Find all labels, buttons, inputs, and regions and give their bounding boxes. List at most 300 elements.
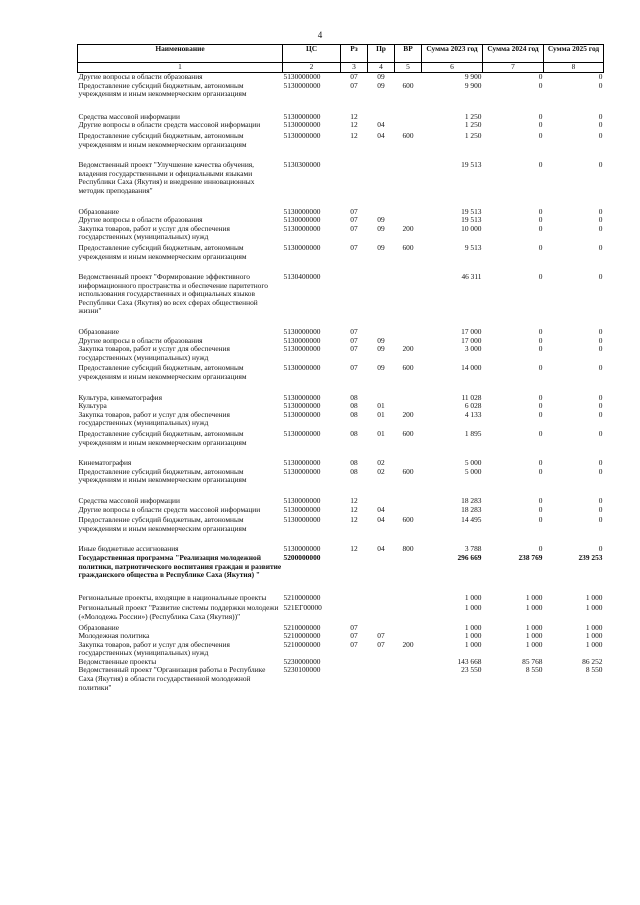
row-cs: 5130000000 — [283, 215, 321, 225]
row-pr — [368, 161, 395, 195]
row-name: Культура, кинематография — [78, 392, 162, 402]
row-cs: 5130000000 — [283, 223, 321, 233]
table-row — [78, 468, 604, 485]
row-rz: 07 — [350, 80, 358, 90]
row-rz — [341, 604, 368, 621]
page-number: 4 — [317, 30, 323, 40]
row-sum-2024: 0 — [538, 223, 543, 233]
row-sum-2025: 0 — [598, 215, 603, 225]
row-sum-2024: 1 000 — [525, 631, 543, 641]
table-row — [78, 121, 604, 130]
row-sum-2024: 0 — [538, 515, 543, 525]
table-row — [78, 554, 604, 580]
row-sum-2023: 143 668 — [457, 656, 482, 666]
row-sum-2023: 5 000 — [464, 458, 482, 468]
row-sum-2025: 0 — [598, 363, 603, 373]
row-pr: 09 — [377, 344, 385, 354]
table-row — [78, 364, 604, 381]
row-sum-2024: 0 — [538, 504, 543, 514]
row-sum-2024: 1 000 — [525, 622, 543, 632]
row-cs: 521EГ00000 — [283, 603, 322, 613]
row-cs: 5130000000 — [283, 429, 321, 438]
row-cs: 5130300000 — [283, 160, 321, 170]
row-cs: 5130000000 — [283, 495, 321, 505]
row-sum-2025: 239 253 — [578, 552, 603, 562]
row-pr — [368, 604, 395, 621]
row-vr: 200 — [402, 223, 414, 233]
spacer-cell — [78, 580, 604, 594]
row-sum-2025: 0 — [598, 206, 603, 216]
row-rz: 07 — [350, 622, 358, 632]
table-row — [78, 345, 604, 362]
row-pr: 09 — [377, 72, 385, 81]
row-sum-2024: 0 — [538, 120, 543, 130]
row-rz: 12 — [350, 120, 358, 130]
row-cs: 5130000000 — [283, 344, 321, 354]
row-cs: 5130000000 — [283, 206, 321, 216]
row-sum-2025: 0 — [598, 242, 603, 252]
row-cs: 5130000000 — [283, 544, 321, 554]
row-sum-2023: 18 283 — [461, 495, 482, 505]
row-sum-2023: 1 895 — [464, 429, 482, 438]
row-rz — [341, 554, 368, 580]
row-vr: 200 — [402, 344, 414, 354]
row-sum-2024: 0 — [538, 429, 543, 438]
row-pr: 09 — [377, 223, 385, 233]
row-sum-2025: 0 — [598, 409, 603, 419]
header-cs: ЦС — [283, 45, 341, 63]
row-sum-2023: 4 133 — [464, 409, 482, 419]
row-name: Другие вопросы в области средств массовой информации — [78, 120, 261, 130]
row-vr — [395, 161, 422, 195]
row-rz: 07 — [350, 242, 358, 252]
row-sum-2024: 0 — [538, 458, 543, 468]
row-sum-2023: 18 283 — [461, 504, 482, 514]
row-sum-2024: 0 — [538, 344, 543, 354]
row-spacer — [78, 99, 604, 113]
row-cs: 5130000000 — [283, 515, 321, 525]
row-sum-2024: 0 — [538, 80, 543, 90]
row-sum-2023: 17 000 — [461, 327, 482, 337]
row-cs: 5130000000 — [283, 504, 321, 514]
row-sum-2023: 19 513 — [461, 215, 482, 225]
row-sum-2025: 0 — [598, 120, 603, 130]
row-cs: 5130000000 — [283, 466, 321, 476]
row-vr — [395, 658, 422, 667]
row-sum-2025: 0 — [598, 327, 603, 337]
row-rz: 07 — [350, 327, 358, 337]
row-sum-2023: 3 000 — [464, 344, 482, 354]
row-vr: 600 — [402, 80, 414, 90]
row-sum-2025: 0 — [598, 392, 603, 402]
row-sum-2024: 1 000 — [525, 603, 543, 613]
table-row — [78, 161, 604, 195]
header-name: Наименование — [78, 45, 283, 63]
row-pr: 09 — [377, 242, 385, 252]
row-vr: 800 — [402, 544, 414, 554]
header-row — [78, 45, 604, 63]
row-vr: 600 — [402, 242, 414, 252]
row-vr: 600 — [402, 130, 414, 140]
row-sum-2025: 8 550 — [585, 665, 603, 675]
row-spacer — [78, 316, 604, 328]
row-sum-2025: 86 252 — [582, 656, 603, 666]
row-sum-2023: 11 028 — [461, 392, 482, 402]
row-name: Образование — [78, 327, 120, 337]
row-name: Предоставление субсидий бюджетным, автономным учреждениям и иным некоммерческим организациям — [78, 363, 247, 382]
row-rz: 08 — [350, 429, 358, 438]
row-vr — [395, 394, 422, 403]
table-row — [78, 641, 604, 658]
row-sum-2025: 0 — [598, 272, 603, 282]
row-rz — [341, 666, 368, 692]
row-sum-2023: 1 000 — [464, 631, 482, 641]
table-row — [78, 594, 604, 603]
row-sum-2023: 1 000 — [464, 592, 482, 602]
row-sum-2025: 0 — [598, 223, 603, 233]
table-row — [78, 411, 604, 428]
column-number: 1 — [78, 63, 283, 73]
table-row — [78, 244, 604, 261]
row-sum-2025: 0 — [598, 111, 603, 121]
row-cs: 5130000000 — [283, 363, 321, 373]
row-cs: 5130000000 — [283, 409, 321, 419]
row-name: Другие вопросы в области образования — [78, 335, 203, 345]
row-rz: 08 — [350, 392, 358, 402]
budget-table — [77, 44, 604, 692]
row-name: Предоставление субсидий бюджетным, автономным учреждениям и иным некоммерческим организациям — [78, 130, 247, 149]
row-vr — [395, 113, 422, 122]
row-vr — [395, 121, 422, 130]
row-sum-2024: 0 — [538, 130, 543, 140]
row-cs: 5200000000 — [283, 552, 321, 562]
row-sum-2024: 0 — [538, 495, 543, 505]
row-sum-2024: 0 — [538, 111, 543, 121]
column-number: 5 — [395, 63, 422, 73]
row-sum-2023: 19 513 — [461, 206, 482, 216]
row-sum-2023: 1 250 — [464, 111, 482, 121]
row-sum-2024: 0 — [538, 363, 543, 373]
row-cs: 5230100000 — [283, 665, 321, 675]
row-sum-2023: 46 311 — [461, 272, 482, 282]
table-body — [78, 73, 604, 693]
row-vr — [395, 497, 422, 506]
row-sum-2025: 1 000 — [585, 603, 603, 613]
row-cs: 5130000000 — [283, 72, 321, 81]
row-name: Ведомственные проекты — [78, 656, 157, 666]
table-row — [78, 225, 604, 242]
column-number: 8 — [544, 63, 604, 73]
row-rz: 08 — [350, 409, 358, 419]
row-sum-2024: 1 000 — [525, 592, 543, 602]
row-cs: 5130000000 — [283, 120, 321, 130]
row-sum-2025: 0 — [598, 80, 603, 90]
row-sum-2023: 17 000 — [461, 335, 482, 345]
row-vr — [395, 594, 422, 603]
header-pr: Пр — [368, 45, 395, 63]
row-rz: 12 — [350, 111, 358, 121]
row-sum-2024: 238 769 — [518, 552, 543, 562]
row-sum-2025: 0 — [598, 504, 603, 514]
row-sum-2024: 85 768 — [522, 656, 543, 666]
column-number: 4 — [368, 63, 395, 73]
row-rz — [341, 658, 368, 667]
row-sum-2025: 0 — [598, 515, 603, 525]
row-name: Предоставление субсидий бюджетным, автономным учреждениям и иным некоммерческим организациям — [78, 429, 247, 447]
row-rz: 12 — [350, 515, 358, 525]
row-name: Другие вопросы в области образования — [78, 215, 203, 225]
row-sum-2025: 0 — [598, 72, 603, 81]
spacer-cell — [78, 447, 604, 459]
row-name: Закупка товаров, работ и услуг для обеспечения государственных (муниципальных) нужд — [78, 223, 230, 242]
row-vr — [395, 666, 422, 692]
row-name: Закупка товаров, работ и услуг для обеспечения государственных (муниципальных) нужд — [78, 409, 230, 428]
row-vr — [395, 506, 422, 515]
row-vr — [395, 328, 422, 337]
row-cs: 5130000000 — [283, 458, 321, 468]
column-number-row — [78, 63, 604, 73]
row-cs: 5210000000 — [283, 639, 321, 649]
spacer-cell — [78, 382, 604, 394]
row-rz: 12 — [350, 544, 358, 554]
row-name: Закупка товаров, работ и услуг для обеспечения государственных (муниципальных) нужд — [78, 639, 230, 658]
row-pr: 09 — [377, 80, 385, 90]
row-spacer — [78, 580, 604, 594]
row-rz: 07 — [350, 206, 358, 216]
row-sum-2023: 19 513 — [461, 160, 482, 170]
header-sum-2023: Сумма 2023 год — [422, 45, 483, 63]
table-row — [78, 132, 604, 149]
row-name: Другие вопросы в области средств массовой информации — [78, 504, 261, 514]
row-pr: 01 — [377, 401, 385, 411]
row-sum-2025: 0 — [598, 335, 603, 345]
row-cs: 5210000000 — [283, 592, 321, 602]
column-number: 7 — [483, 63, 544, 73]
column-number: 6 — [422, 63, 483, 73]
row-pr: 04 — [377, 504, 385, 514]
row-cs: 5130000000 — [283, 335, 321, 345]
row-name: Молодежная политика — [78, 631, 150, 641]
row-sum-2023: 296 669 — [457, 552, 482, 562]
row-rz: 08 — [350, 458, 358, 468]
row-name: Предоставление субсидий бюджетным, автономным учреждениям и иным некоммерческим организациям — [78, 80, 247, 99]
row-rz: 07 — [350, 631, 358, 641]
row-sum-2024: 0 — [538, 327, 543, 337]
row-pr — [368, 666, 395, 692]
row-cs: 5130000000 — [283, 392, 321, 402]
row-name: Ведомственный проект "Формирование эффективного информационного пространства и обеспечение паритетного использования государственных и официальных языков Республики Саха (Якутия) во всех сферах общественной жизни" — [78, 272, 268, 316]
row-sum-2024: 0 — [538, 392, 543, 402]
row-name: Ведомственный проект "Улучшение качества обучения, владения государственными и официальными языками Республики Саха (Якутия) и внедрение инновационных методик преподавания" — [78, 160, 255, 195]
row-name: Иные бюджетные ассигнования — [78, 544, 179, 554]
row-sum-2025: 0 — [598, 130, 603, 140]
row-rz: 08 — [350, 466, 358, 476]
row-name: Культура — [78, 401, 107, 411]
row-pr: 02 — [377, 458, 385, 468]
row-pr: 09 — [377, 363, 385, 373]
table-row — [78, 506, 604, 515]
row-sum-2025: 1 000 — [585, 592, 603, 602]
table-row — [78, 394, 604, 403]
row-rz — [341, 273, 368, 316]
table-row — [78, 430, 604, 447]
row-sum-2023: 14 495 — [461, 515, 482, 525]
row-name: Предоставление субсидий бюджетным, автономным учреждениям и иным некоммерческим организациям — [78, 242, 247, 261]
row-name: Средства массовой информации — [78, 111, 180, 121]
row-sum-2023: 14 000 — [461, 363, 482, 373]
row-pr: 07 — [377, 631, 385, 641]
row-sum-2025: 0 — [598, 544, 603, 554]
table-row — [78, 516, 604, 533]
row-rz: 07 — [350, 215, 358, 225]
row-pr: 04 — [377, 544, 385, 554]
row-name: Государственная программа "Реализация молодежной политики, патриотического воспитания граждан и развитие гражданского общества в Республике Саха (Якутия) " — [78, 552, 282, 580]
row-sum-2023: 3 788 — [464, 544, 482, 554]
row-sum-2024: 0 — [538, 272, 543, 282]
row-pr: 02 — [377, 466, 385, 476]
row-sum-2025: 1 000 — [585, 639, 603, 649]
table-row — [78, 666, 604, 692]
row-sum-2025: 0 — [598, 344, 603, 354]
row-vr: 200 — [402, 639, 414, 649]
row-cs: 5130400000 — [283, 272, 321, 282]
row-sum-2024: 0 — [538, 409, 543, 419]
row-pr: 01 — [377, 409, 385, 419]
row-vr: 600 — [402, 429, 414, 438]
row-vr — [395, 554, 422, 580]
column-number: 2 — [283, 63, 341, 73]
row-vr — [395, 624, 422, 633]
row-sum-2025: 0 — [598, 401, 603, 411]
row-sum-2025: 0 — [598, 466, 603, 476]
row-rz: 12 — [350, 130, 358, 140]
row-sum-2025: 0 — [598, 160, 603, 170]
table-row — [78, 82, 604, 99]
row-spacer — [78, 382, 604, 394]
row-sum-2024: 0 — [538, 335, 543, 345]
row-name: Образование — [78, 206, 120, 216]
row-vr: 200 — [402, 409, 414, 419]
row-sum-2024: 0 — [538, 401, 543, 411]
row-sum-2024: 0 — [538, 206, 543, 216]
row-cs: 5130000000 — [283, 80, 321, 90]
row-sum-2023: 5 000 — [464, 466, 482, 476]
row-sum-2025: 1 000 — [585, 622, 603, 632]
row-vr: 600 — [402, 466, 414, 476]
row-cs: 5130000000 — [283, 242, 321, 252]
table-row — [78, 273, 604, 316]
row-vr — [395, 208, 422, 217]
row-sum-2025: 0 — [598, 458, 603, 468]
row-sum-2023: 1 000 — [464, 603, 482, 613]
row-spacer — [78, 447, 604, 459]
row-cs: 5230000000 — [283, 656, 321, 666]
row-sum-2023: 1 000 — [464, 639, 482, 649]
row-pr — [368, 594, 395, 603]
row-pr — [368, 554, 395, 580]
row-pr: 01 — [377, 429, 385, 438]
row-name: Образование — [78, 622, 120, 632]
row-sum-2024: 0 — [538, 215, 543, 225]
table-row — [78, 604, 604, 621]
row-name: Предоставление субсидий бюджетным, автономным учреждениям и иным некоммерческим организациям — [78, 466, 247, 485]
row-rz: 07 — [350, 363, 358, 373]
row-cs: 5130000000 — [283, 111, 321, 121]
header-rz: Рз — [341, 45, 368, 63]
row-vr — [395, 604, 422, 621]
row-name: Средства массовой информации — [78, 495, 180, 505]
row-cs: 5130000000 — [283, 401, 321, 411]
row-spacer — [78, 196, 604, 208]
header-vr: ВР — [395, 45, 422, 63]
row-sum-2023: 10 000 — [461, 223, 482, 233]
row-vr — [395, 273, 422, 316]
row-sum-2024: 0 — [538, 160, 543, 170]
row-sum-2023: 1 000 — [464, 622, 482, 632]
column-number: 3 — [341, 63, 368, 73]
row-vr: 600 — [402, 515, 414, 525]
table-row — [78, 624, 604, 633]
row-sum-2023: 9 900 — [464, 72, 482, 81]
row-sum-2024: 0 — [538, 544, 543, 554]
row-sum-2023: 6 028 — [464, 401, 482, 411]
row-sum-2024: 1 000 — [525, 639, 543, 649]
row-pr: 09 — [377, 335, 385, 345]
spacer-cell — [78, 196, 604, 208]
row-rz: 12 — [350, 504, 358, 514]
row-sum-2023: 23 550 — [461, 665, 482, 675]
row-pr: 09 — [377, 215, 385, 225]
row-cs: 5210000000 — [283, 631, 321, 641]
row-sum-2023: 9 513 — [464, 242, 482, 252]
row-rz: 08 — [350, 401, 358, 411]
row-pr: 04 — [377, 515, 385, 525]
row-vr: 600 — [402, 363, 414, 373]
row-sum-2023: 9 900 — [464, 80, 482, 90]
row-pr: 04 — [377, 120, 385, 130]
row-pr — [368, 273, 395, 316]
row-sum-2023: 1 250 — [464, 120, 482, 130]
row-name: Ведомственный проект "Организация работы в Республике Саха (Якутия) в области государственной молодежной политики" — [78, 665, 266, 692]
row-sum-2025: 1 000 — [585, 631, 603, 641]
row-cs: 5130000000 — [283, 130, 321, 140]
header-sum-2024: Сумма 2024 год — [483, 45, 544, 63]
row-cs: 5130000000 — [283, 327, 321, 337]
row-rz: 07 — [350, 335, 358, 345]
row-sum-2024: 0 — [538, 242, 543, 252]
row-name: Закупка товаров, работ и услуг для обеспечения государственных (муниципальных) нужд — [78, 344, 230, 362]
row-rz: 07 — [350, 344, 358, 354]
row-rz — [341, 594, 368, 603]
row-pr: 04 — [377, 130, 385, 140]
row-name: Предоставление субсидий бюджетным, автономным учреждениям и иным некоммерческим организациям — [78, 515, 247, 533]
row-sum-2024: 0 — [538, 72, 543, 81]
row-sum-2023: 1 250 — [464, 130, 482, 140]
row-sum-2024: 0 — [538, 466, 543, 476]
row-sum-2025: 0 — [598, 495, 603, 505]
row-cs: 5210000000 — [283, 622, 321, 632]
row-rz: 07 — [350, 72, 358, 81]
row-name: Региональные проекты, входящие в национальные проекты — [78, 592, 267, 602]
row-rz: 12 — [350, 495, 358, 505]
row-rz: 07 — [350, 223, 358, 233]
row-sum-2024: 8 550 — [525, 665, 543, 675]
row-name: Региональный проект "Развитие системы поддержки молодежи («Молодежь России») (Республика Саха (Якутия))" — [78, 603, 279, 621]
row-sum-2025: 0 — [598, 429, 603, 438]
row-rz: 07 — [350, 639, 358, 649]
header-sum-2025: Сумма 2025 год — [544, 45, 604, 63]
spacer-cell — [78, 99, 604, 113]
